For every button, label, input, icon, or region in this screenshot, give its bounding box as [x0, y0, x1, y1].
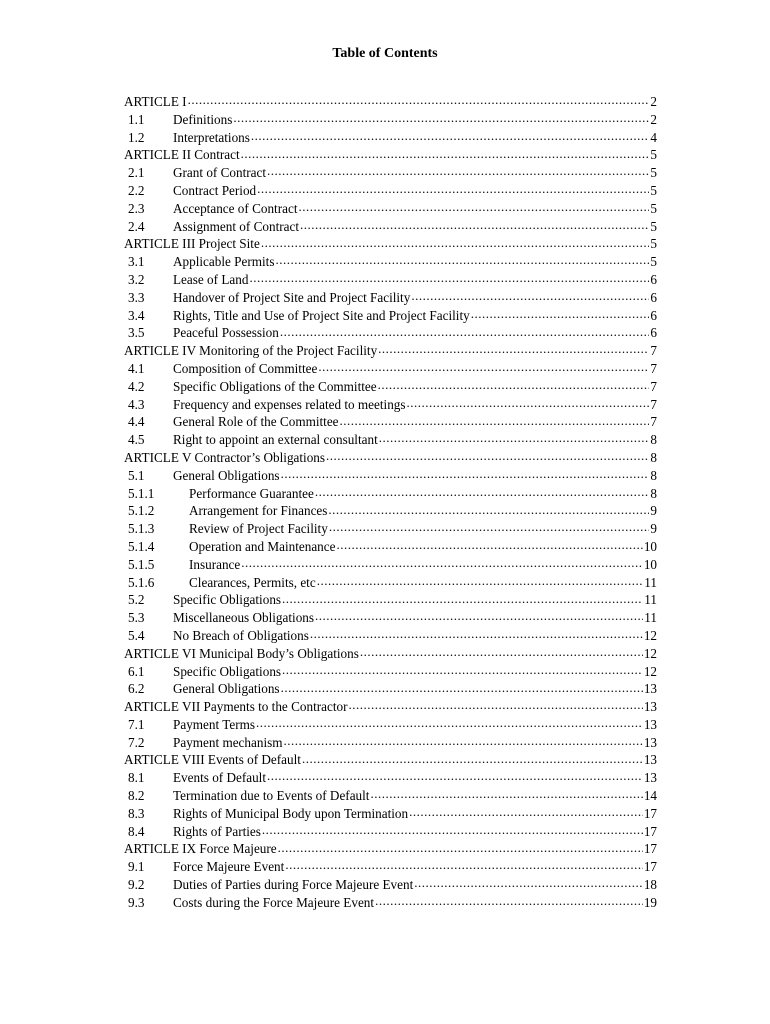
- toc-entry-number: 8.2: [128, 788, 145, 804]
- dot-leader: [407, 397, 650, 409]
- toc-entry-section[interactable]: [124, 556, 657, 574]
- toc-entry-section[interactable]: [124, 858, 657, 876]
- toc-entry-title: Rights of Parties: [173, 823, 261, 839]
- toc-entry-title: Frequency and expenses related to meetings: [173, 396, 406, 412]
- toc-entry-section[interactable]: [124, 823, 657, 841]
- toc-entry-title: Performance Guarantee: [189, 485, 314, 501]
- toc-entry-title: Grant of Contract: [173, 165, 267, 181]
- toc-entry-section[interactable]: [124, 591, 657, 609]
- toc-entry-article[interactable]: [124, 698, 657, 716]
- toc-entry-section[interactable]: [124, 680, 657, 698]
- toc-entry-title: Payment mechanism: [173, 734, 283, 750]
- dot-leader: [360, 646, 643, 658]
- dot-leader: [284, 735, 643, 747]
- dot-leader: [241, 147, 650, 159]
- toc-entry-number: 3.4: [128, 307, 145, 323]
- toc-entry-number: 5.3: [128, 610, 145, 626]
- toc-entry-page-number: 5: [650, 147, 657, 163]
- toc-entry-title: ARTICLE III Project Site: [124, 236, 260, 252]
- toc-entry-title: Clearances, Permits, etc: [189, 574, 316, 590]
- toc-entry-number: 5.1: [128, 467, 145, 483]
- toc-entry-section[interactable]: [124, 734, 657, 752]
- toc-entry-number: 4.5: [128, 432, 145, 448]
- toc-entry-number: 7.1: [128, 716, 145, 732]
- toc-entry-page-number: 5: [650, 236, 657, 252]
- toc-entry-section[interactable]: [124, 413, 657, 431]
- toc-entry-page-number: 8: [650, 449, 657, 465]
- toc-entry-section[interactable]: [124, 431, 657, 449]
- toc-entry-section[interactable]: [124, 609, 657, 627]
- toc-entry-number: 9.3: [128, 894, 145, 910]
- toc-entry-title: Rights of Municipal Body upon Termination: [173, 805, 409, 821]
- toc-entry-page-number: 2: [650, 94, 657, 109]
- toc-entry-number: 2.4: [128, 218, 145, 234]
- toc-entry-number: 1.2: [128, 129, 145, 145]
- dot-leader: [411, 290, 649, 302]
- dot-leader: [378, 379, 650, 391]
- toc-entry-page-number: 5: [650, 218, 657, 234]
- toc-entry-title: Peaceful Possession: [173, 325, 279, 341]
- toc-entry-page-number: 7: [650, 343, 657, 359]
- dot-leader: [315, 486, 650, 498]
- toc-entry-page-number: 8: [650, 432, 657, 448]
- toc-entry-title: Definitions: [173, 111, 233, 127]
- toc-entry-section[interactable]: [124, 574, 657, 592]
- toc-entry-number: 2.1: [128, 165, 145, 181]
- toc-entry-page-number: 13: [643, 681, 657, 697]
- toc-entry-article[interactable]: [124, 235, 657, 253]
- dot-leader: [318, 361, 649, 373]
- toc-entry-title: Duties of Parties during Force Majeure Event: [173, 877, 414, 893]
- toc-entry-page-number: 9: [650, 521, 657, 537]
- dot-leader: [370, 788, 642, 800]
- dot-leader: [256, 717, 643, 729]
- toc-entry-number: 5.2: [128, 592, 145, 608]
- toc-entry-number: 5.1.3: [128, 521, 155, 537]
- toc-entry-title: ARTICLE VIII Events of Default: [124, 752, 301, 768]
- dot-leader: [280, 325, 650, 337]
- toc-entry-title: ARTICLE VI Municipal Body’s Obligations: [124, 645, 359, 661]
- dot-leader: [282, 664, 643, 676]
- toc-entry-article[interactable]: [124, 449, 657, 467]
- toc-entry-number: 8.3: [128, 805, 145, 821]
- toc-entry-page-number: 5: [650, 182, 657, 198]
- toc-entry-page-number: 18: [643, 877, 657, 893]
- toc-entry-number: 3.2: [128, 271, 145, 287]
- toc-entry-page-number: 17: [643, 859, 657, 875]
- toc-entry-page-number: 11: [644, 574, 657, 590]
- toc-entry-title: Acceptance of Contract: [173, 200, 298, 216]
- toc-entry-article[interactable]: [124, 751, 657, 769]
- toc-entry-section[interactable]: [124, 307, 657, 325]
- toc-entry-title: Operation and Maintenance: [189, 538, 336, 554]
- dot-leader: [328, 503, 649, 515]
- toc-entry-section[interactable]: [124, 164, 657, 182]
- toc-entry-page-number: 13: [643, 734, 657, 750]
- toc-entry-title: ARTICLE IV Monitoring of the Project Facility: [124, 343, 378, 359]
- toc-entry-article[interactable]: [124, 840, 657, 858]
- toc-entry-page-number: 5: [650, 254, 657, 270]
- toc-entry-page-number: 5: [650, 165, 657, 181]
- toc-entry-title: Costs during the Force Majeure Event: [173, 894, 375, 910]
- dot-leader: [471, 308, 650, 320]
- toc-entry-number: 1.1: [128, 111, 145, 127]
- toc-entry-section[interactable]: [124, 182, 657, 200]
- toc-entry-section[interactable]: [124, 502, 657, 520]
- dot-leader: [241, 557, 643, 569]
- toc-entry-page-number: 8: [650, 467, 657, 483]
- dot-leader: [326, 450, 649, 462]
- toc-entry-title: Applicable Permits: [173, 254, 275, 270]
- toc-entry-title: ARTICLE IX Force Majeure: [124, 841, 277, 857]
- dot-leader: [414, 877, 643, 889]
- dot-leader: [302, 752, 643, 764]
- toc-entry-number: 5.1.1: [128, 485, 155, 501]
- toc-entry-title: ARTICLE VII Payments to the Contractor: [124, 699, 348, 715]
- toc-entry-section[interactable]: [124, 218, 657, 236]
- toc-entry-page-number: 11: [644, 610, 657, 626]
- toc-entry-title: General Obligations: [173, 681, 280, 697]
- dot-leader: [257, 183, 649, 195]
- toc-entry-section[interactable]: [124, 111, 657, 129]
- toc-entry-section[interactable]: [124, 876, 657, 894]
- toc-entry-number: 4.2: [128, 378, 145, 394]
- toc-entry-title: Force Majeure Event: [173, 859, 285, 875]
- toc-entry-section[interactable]: [124, 289, 657, 307]
- toc-entry-title: Assignment of Contract: [173, 218, 299, 234]
- toc-entry-title: Lease of Land: [173, 271, 249, 287]
- toc-entry-title: Composition of Committee: [173, 360, 318, 376]
- toc-entry-number: 2.3: [128, 200, 145, 216]
- toc-entry-page-number: 12: [643, 645, 657, 661]
- toc-entry-section[interactable]: [124, 520, 657, 538]
- toc-entry-title: General Role of the Committee: [173, 414, 339, 430]
- toc-entry-section[interactable]: [124, 894, 657, 912]
- toc-entry-page-number: 10: [643, 556, 657, 572]
- toc-entry-page-number: 6: [650, 271, 657, 287]
- dot-leader: [317, 575, 644, 587]
- toc-entry-page-number: 7: [650, 360, 657, 376]
- dot-leader: [315, 610, 643, 622]
- toc-entry-number: 5.4: [128, 627, 145, 643]
- dot-leader: [300, 219, 649, 231]
- toc-entry-section[interactable]: [124, 324, 657, 342]
- toc-entry-page-number: 11: [644, 592, 657, 608]
- toc-entry-title: Events of Default: [173, 770, 267, 786]
- toc-entry-section[interactable]: [124, 538, 657, 556]
- dot-leader: [278, 841, 643, 853]
- dot-leader: [348, 699, 642, 711]
- toc-entry-title: Specific Obligations of the Committee: [173, 378, 377, 394]
- dot-leader: [233, 112, 649, 124]
- toc-entry-article[interactable]: [124, 146, 657, 164]
- toc-entry-page-number: 7: [650, 414, 657, 430]
- toc-entry-title: Contract Period: [173, 182, 257, 198]
- toc-entry-title: Termination due to Events of Default: [173, 788, 370, 804]
- toc-entry-number: 5.1.6: [128, 574, 155, 590]
- toc-entry-title: Insurance: [189, 556, 241, 572]
- dot-leader: [249, 272, 649, 284]
- toc-entry-number: 3.5: [128, 325, 145, 341]
- dot-leader: [329, 521, 650, 533]
- dot-leader: [378, 343, 649, 355]
- toc-entry-number: 7.2: [128, 734, 145, 750]
- toc-entry-section[interactable]: [124, 787, 657, 805]
- toc-entry-page-number: 6: [650, 307, 657, 323]
- toc-entry-number: 5.1.2: [128, 503, 155, 519]
- dot-leader: [285, 859, 642, 871]
- toc-entry-number: 5.1.5: [128, 556, 155, 572]
- toc-entry-title: Rights, Title and Use of Project Site and Project Facility: [173, 307, 470, 323]
- toc-entry-number: 3.3: [128, 289, 145, 305]
- toc-entry-title: Miscellaneous Obligations: [173, 610, 315, 626]
- toc-entry-page-number: 2: [650, 111, 657, 127]
- dot-leader: [379, 432, 650, 444]
- toc-entry-number: 9.1: [128, 859, 145, 875]
- toc-entry-page-number: 14: [643, 788, 657, 804]
- toc-entry-page-number: 13: [643, 752, 657, 768]
- toc-entry-number: 2.2: [128, 182, 145, 198]
- toc-entry-number: 8.1: [128, 770, 145, 786]
- toc-entry-page-number: 12: [643, 663, 657, 679]
- page-title: Table of Contents: [332, 46, 438, 61]
- toc-entry-page-number: 8: [650, 485, 657, 501]
- toc-entry-section[interactable]: [124, 663, 657, 681]
- toc-entry-page-number: 13: [643, 716, 657, 732]
- toc-entry-page-number: 7: [650, 396, 657, 412]
- toc-entry-title: Review of Project Facility: [189, 521, 328, 537]
- dot-leader: [281, 468, 650, 480]
- dot-leader: [409, 806, 643, 818]
- toc-entry-title: ARTICLE I: [124, 94, 187, 109]
- toc-entry-page-number: 7: [650, 378, 657, 394]
- toc-entry-number: 6.1: [128, 663, 145, 679]
- toc-entry-section[interactable]: [124, 805, 657, 823]
- dot-leader: [340, 414, 650, 426]
- dot-leader: [281, 681, 643, 693]
- toc-entry-page-number: 9: [650, 503, 657, 519]
- toc-entry-page-number: 5: [650, 200, 657, 216]
- toc-entry-title: Interpretations: [173, 129, 250, 145]
- toc-entry-page-number: 19: [643, 894, 657, 910]
- toc-entry-title: No Breach of Obligations: [173, 627, 309, 643]
- dot-leader: [267, 165, 649, 177]
- toc-entry-number: 3.1: [128, 254, 145, 270]
- toc-entry-page-number: 17: [643, 841, 657, 857]
- toc-entry-number: 6.2: [128, 681, 145, 697]
- toc-entry-page-number: 6: [650, 289, 657, 305]
- toc-entry-section[interactable]: [124, 200, 657, 218]
- toc-entry-article[interactable]: [124, 93, 657, 111]
- toc-entry-section[interactable]: [124, 769, 657, 787]
- toc-list: [124, 93, 657, 912]
- toc-entry-page-number: 10: [643, 538, 657, 554]
- dot-leader: [261, 236, 650, 248]
- toc-entry-section[interactable]: [124, 271, 657, 289]
- toc-entry-section[interactable]: [124, 467, 657, 485]
- toc-entry-number: 4.1: [128, 360, 145, 376]
- toc-entry-number: 8.4: [128, 823, 145, 839]
- toc-entry-page-number: 13: [643, 699, 657, 715]
- toc-entry-title: ARTICLE V Contractor’s Obligations: [124, 449, 326, 465]
- toc-entry-number: 5.1.4: [128, 538, 155, 554]
- toc-entry-page-number: 17: [643, 805, 657, 821]
- toc-entry-article[interactable]: [124, 342, 657, 360]
- toc-entry-title: Specific Obligations: [173, 592, 282, 608]
- toc-entry-page-number: 4: [650, 129, 657, 145]
- dot-leader: [251, 130, 650, 142]
- toc-entry-number: 4.3: [128, 396, 145, 412]
- dot-leader: [188, 94, 650, 106]
- toc-entry-title: ARTICLE II Contract: [124, 147, 240, 163]
- dot-leader: [267, 770, 643, 782]
- toc-entry-title: Arrangement for Finances: [189, 503, 328, 519]
- toc-entry-title: Handover of Project Site and Project Facility: [173, 289, 411, 305]
- dot-leader: [275, 254, 649, 266]
- toc-entry-page-number: 17: [643, 823, 657, 839]
- toc-entry-page-number: 12: [643, 627, 657, 643]
- toc-entry-section[interactable]: [124, 378, 657, 396]
- toc-entry-page-number: 6: [650, 325, 657, 341]
- toc-entry-section[interactable]: [124, 360, 657, 378]
- toc-entry-title: Payment Terms: [173, 716, 255, 732]
- toc-entry-section[interactable]: [124, 396, 657, 414]
- dot-leader: [336, 539, 642, 551]
- toc-entry-section[interactable]: [124, 627, 657, 645]
- toc-entry-number: 4.4: [128, 414, 145, 430]
- toc-entry-section[interactable]: [124, 485, 657, 503]
- toc-entry-title: Right to appoint an external consultant: [173, 432, 378, 448]
- toc-entry-number: 9.2: [128, 877, 145, 893]
- toc-entry-title: Specific Obligations: [173, 663, 282, 679]
- toc-entry-section[interactable]: [124, 253, 657, 271]
- dot-leader: [375, 895, 643, 907]
- toc-entry-page-number: 13: [643, 770, 657, 786]
- dot-leader: [282, 592, 643, 604]
- toc-entry-article[interactable]: [124, 645, 657, 663]
- toc-entry-title: General Obligations: [173, 467, 280, 483]
- toc-entry-section[interactable]: [124, 716, 657, 734]
- dot-leader: [298, 201, 649, 213]
- toc-entry-section[interactable]: [124, 129, 657, 147]
- dot-leader: [262, 824, 643, 836]
- dot-leader: [310, 628, 643, 640]
